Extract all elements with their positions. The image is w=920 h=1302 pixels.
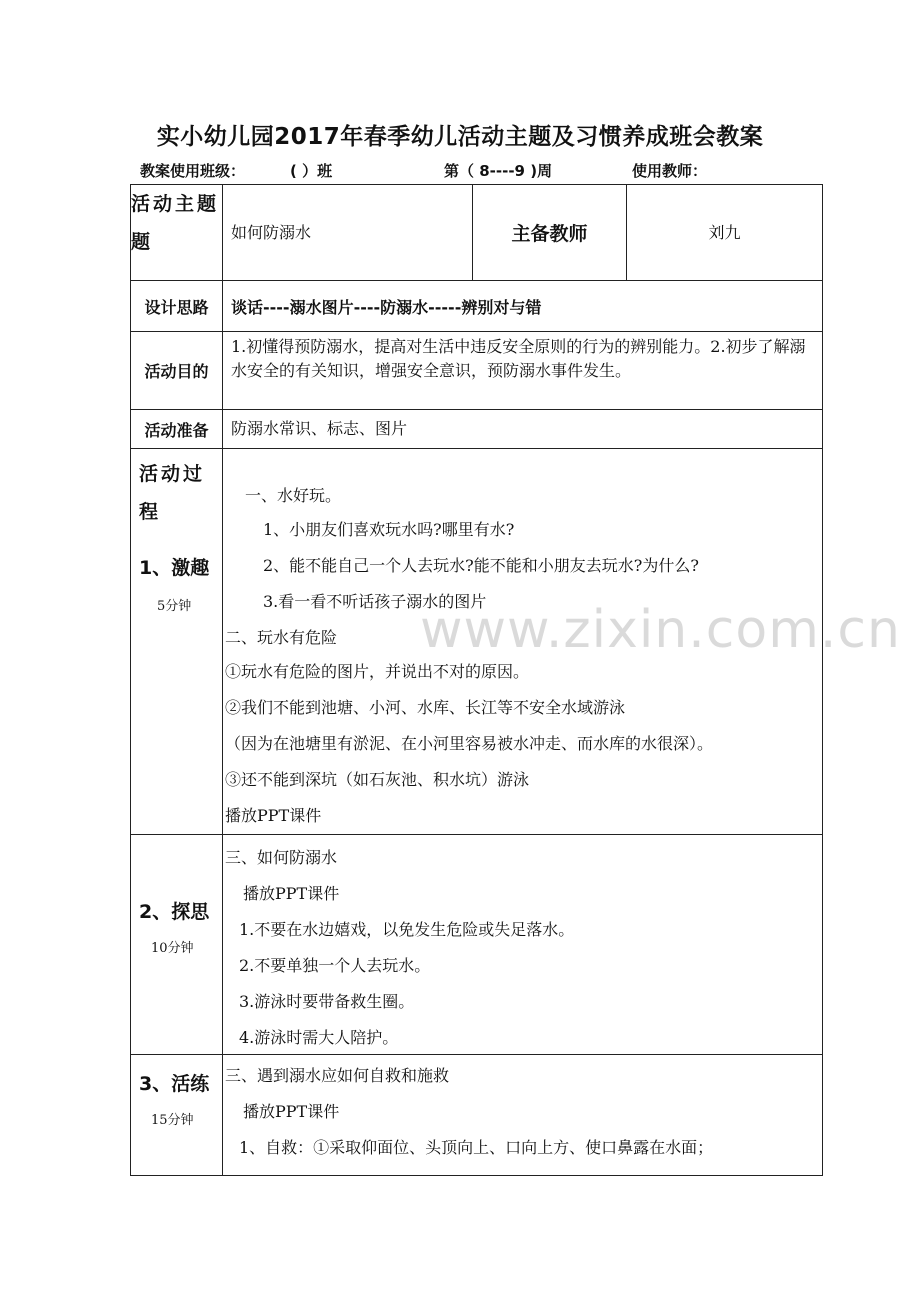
stage-2-line: 4.游泳时需大人陪护。 — [239, 1028, 399, 1047]
stage-2-line: 三、如何防溺水 — [225, 848, 338, 867]
document-title: 实小幼儿园2017年春季幼儿活动主题及习惯养成班会教案 — [156, 124, 764, 150]
stage-3-time: 15分钟 — [151, 1113, 194, 1128]
stage-2-name: 2、探思 — [139, 901, 210, 923]
stage-2-label-cell — [131, 835, 223, 1055]
plan-subheader — [140, 160, 840, 184]
stage-2-line: 播放PPT课件 — [243, 884, 340, 903]
stage-1-name: 1、激趣 — [139, 557, 210, 579]
week-label: 第（ 8----9 )周 — [444, 162, 553, 180]
goal-label: 活动目的 — [131, 332, 223, 410]
row-stage-3 — [131, 1055, 823, 1176]
stage-1-time: 5分钟 — [157, 599, 192, 614]
prep-value: 防溺水常识、标志、图片 — [223, 410, 823, 449]
class-blank: ( ）班 — [290, 162, 333, 180]
goal-value: 1.初懂得预防溺水，提高对生活中违反安全原则的行为的辨别能力。2.初步了解溺水安全的有关知识，增强安全意识，预防溺水事件发生。 — [223, 332, 823, 410]
stage-1-line: 2、能不能自己一个人去玩水?能不能和小朋友去玩水?为什么? — [263, 556, 699, 575]
stage-1-line: （因为在池塘里有淤泥、在小河里容易被水冲走、而水库的水很深）。 — [225, 734, 714, 753]
stage-1-line: 3.看一看不听话孩子溺水的图片 — [263, 592, 487, 611]
stage-2-content — [223, 835, 823, 1055]
stage-2-line: 1.不要在水边嬉戏，以免发生危险或失足落水。 — [239, 920, 575, 939]
stage-1-line: ②我们不能到池塘、小河、水库、长江等不安全水域游泳 — [225, 698, 626, 717]
stage-1-line: 二、玩水有危险 — [225, 628, 338, 647]
design-value: 谈话----溺水图片----防溺水-----辨别对与错 — [223, 281, 823, 332]
lead-teacher-label: 主备教师 — [473, 185, 627, 281]
stage-3-label-cell — [131, 1055, 223, 1176]
row-goal — [131, 332, 823, 410]
stage-3-line: 1、自救：①采取仰面位、头顶向上、口向上方、使口鼻露在水面； — [239, 1138, 714, 1157]
row-design — [131, 281, 823, 332]
row-theme — [131, 185, 823, 281]
process-label: 活动过程 — [139, 463, 206, 523]
stage-1-label-cell — [131, 449, 223, 835]
prep-label: 活动准备 — [131, 410, 223, 449]
stage-3-line: 播放PPT课件 — [243, 1102, 340, 1121]
teacher-label: 使用教师： — [632, 162, 708, 180]
stage-2-line: 2.不要单独一个人去玩水。 — [239, 956, 431, 975]
design-label: 设计思路 — [131, 281, 223, 332]
stage-3-name: 3、活练 — [139, 1073, 210, 1095]
stage-2-time: 10分钟 — [151, 941, 194, 956]
stage-1-line: 一、水好玩。 — [245, 486, 342, 505]
stage-1-line: 1、小朋友们喜欢玩水吗?哪里有水? — [263, 520, 515, 539]
watermark-text: www.zixin.com.cn — [420, 600, 901, 660]
lead-teacher-value: 刘九 — [627, 185, 823, 281]
stage-1-line: ③还不能到深坑（如石灰池、积水坑）游泳 — [225, 770, 530, 789]
class-label: 教案使用班级： — [140, 162, 246, 180]
stage-1-line: ①玩水有危险的图片，并说出不对的原因。 — [225, 662, 530, 681]
row-prep — [131, 410, 823, 449]
theme-value: 如何防溺水 — [223, 185, 473, 281]
stage-2-line: 3.游泳时要带备救生圈。 — [239, 992, 415, 1011]
theme-label: 活动主题题 — [131, 185, 223, 281]
stage-1-line: 播放PPT课件 — [225, 806, 322, 825]
row-stage-1 — [131, 449, 823, 835]
lesson-plan-table — [130, 184, 823, 1176]
row-stage-2 — [131, 835, 823, 1055]
stage-1-content — [223, 449, 823, 835]
stage-3-line: 三、遇到溺水应如何自救和施救 — [225, 1066, 450, 1085]
stage-3-content — [223, 1055, 823, 1176]
